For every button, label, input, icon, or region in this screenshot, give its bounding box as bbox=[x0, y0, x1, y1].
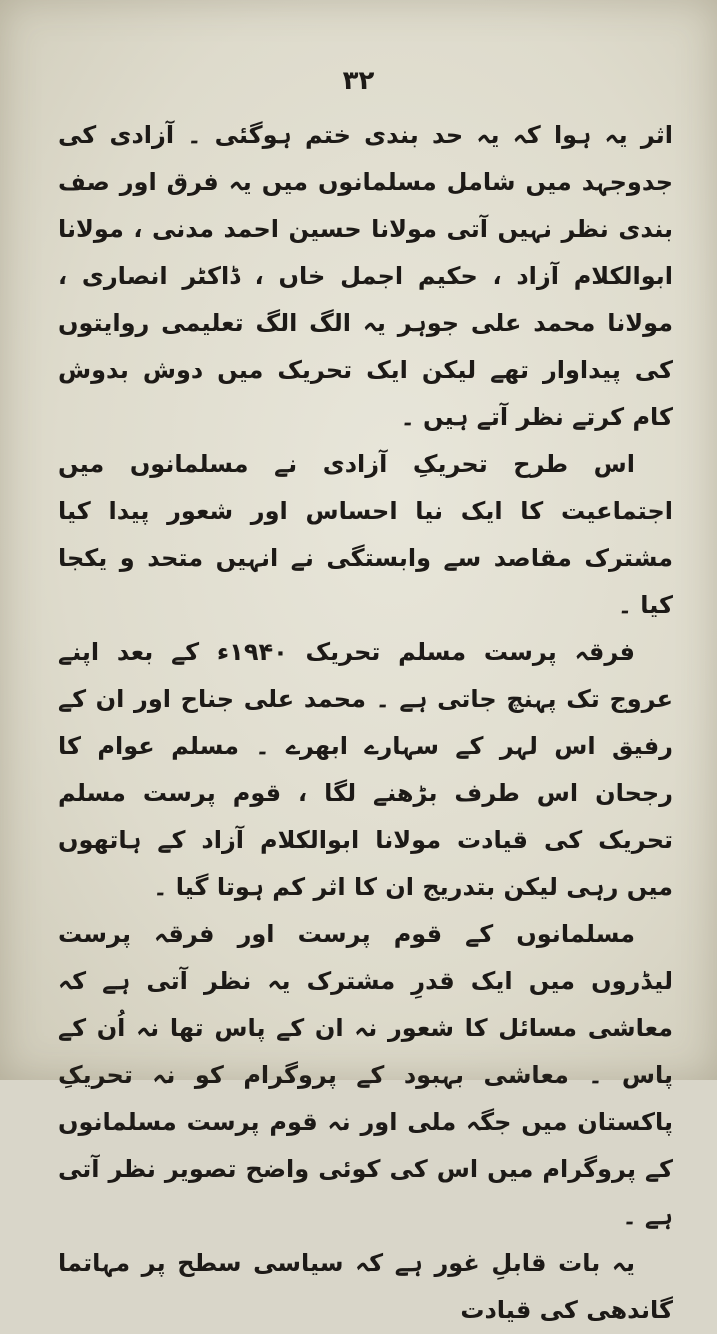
paragraph-3: فرقہ پرست مسلم تحریک ۱۹۴۰ء کے بعد اپنے عروج تک پہنچ جاتی ہے ۔ محمد علی جناح اور ان کے رفیق اس لہر کے سہارے ابھرے ۔ مسلم عوام کا رجحان اس طرف بڑھنے لگا ، قوم پرست مسلم تحریک کی قیادت مولانا ابوالکلام آزاد کے ہاتھوں میں رہی لیکن بتدریج ان کا اثر کم ہوتا گیا ۔ bbox=[58, 638, 673, 901]
paragraph-5: یہ بات قابلِ غور ہے کہ سیاسی سطح پر مہاتما گاندھی کی قیادت bbox=[58, 1249, 673, 1324]
page-number: ۳۲ bbox=[342, 66, 375, 96]
paragraph-4: مسلمانوں کے قوم پرست اور فرقہ پرست لیڈروں میں ایک قدرِ مشترک یہ نظر آتی ہے کہ معاشی مسائل کا شعور نہ ان کے پاس تھا نہ اُن کے پاس ۔ معاشی بہبود کے پروگرام کو نہ تحریکِ پاکستان میں جگہ ملی اور نہ قوم پرست مسلمانوں کے پروگرام میں اس کی کوئی واضح تصویر نظر آتی ہے ۔ bbox=[58, 920, 673, 1230]
page-body-text bbox=[58, 112, 673, 1334]
paragraph-2: اس طرح تحریکِ آزادی نے مسلمانوں میں اجتماعیت کا ایک نیا احساس اور شعور پیدا کیا مشترک مقاصد سے وابستگی نے انہیں متحد و یکجا کیا ۔ bbox=[58, 450, 673, 619]
paragraph-1: اثر یہ ہوا کہ یہ حد بندی ختم ہوگئی ۔ آزادی کی جدوجہد میں شامل مسلمانوں میں یہ فرق اور صف بندی نظر نہیں آتی مولانا حسین احمد مدنی ، مولانا ابوالکلام آزاد ، حکیم اجمل خاں ، ڈاکٹر انصاری ، مولانا محمد علی جوہر یہ الگ الگ تعلیمی روایتوں کی پیداوار تھے لیکن ایک تحریک میں دوش بدوش کام کرتے نظر آتے ہیں ۔ bbox=[58, 121, 673, 431]
